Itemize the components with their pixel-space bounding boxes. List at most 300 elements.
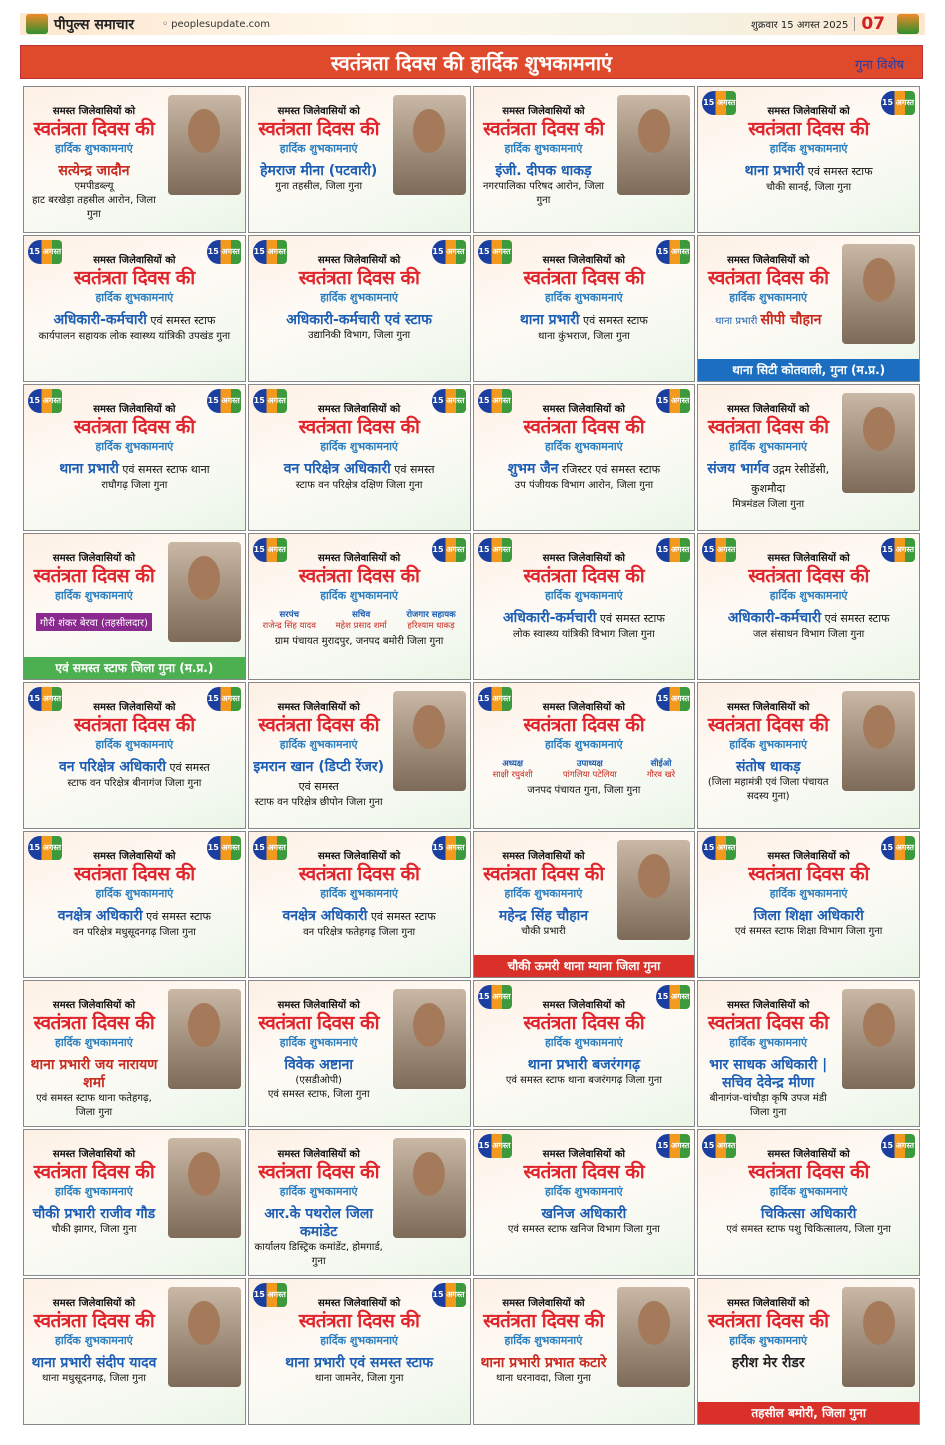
detail-line: थाना कुंभराज, जिला गुना [537, 331, 630, 342]
ad-text [702, 1146, 915, 1237]
person-photo [617, 1287, 690, 1387]
wishes-text: हार्दिक शुभकामनाएं [544, 738, 623, 751]
independence-day-logo-icon: 15 अगस्त [478, 240, 512, 264]
wishes-text: हार्दिक शुभकामनाएं [279, 1036, 358, 1049]
headline: स्वतंत्रता दिवस की [523, 714, 645, 736]
wishes-text: हार्दिक शुभकामनाएं [729, 440, 808, 453]
wishes-text: हार्दिक शुभकामनाएं [55, 1036, 133, 1049]
ad-text [478, 997, 691, 1088]
greeting-ad-card [248, 1278, 471, 1425]
headline: स्वतंत्रता दिवस की [74, 267, 195, 289]
name-suffix: रजिस्टर एवं समस्त स्टाफ [558, 463, 661, 476]
independence-day-logo-icon: 15 अगस्त [881, 1134, 915, 1158]
name-suffix: एवं समस्त स्टाफ थाना [118, 463, 210, 476]
officials-list [478, 758, 691, 780]
detail-line: कार्यपालन सहायक लोक स्वास्थ्य यांत्रिकी उपखंड गुना [38, 331, 231, 342]
ad-text [478, 1146, 691, 1237]
headline: स्वतंत्रता दिवस की [74, 714, 195, 736]
name-text: थाना प्रभारी प्रभात कटारे [480, 1355, 607, 1371]
name-band: गौरी शंकर बेरवा (तहसीलदार) [36, 613, 152, 631]
section-title: स्वतंत्रता दिवस की हार्दिक शुभकामनाएं [330, 50, 613, 75]
masthead [20, 13, 925, 35]
headline: स्वतंत्रता दिवस की [748, 863, 869, 885]
ad-text [253, 848, 466, 940]
name-text: अधिकारी-कर्मचारी एवं स्टाफ [286, 312, 432, 328]
greeting-text: समस्त जिलेवासियों को [767, 553, 850, 564]
official-role: रोजगार सहायक [406, 610, 456, 620]
person-name [478, 609, 691, 628]
ad-text [478, 550, 691, 642]
name-text: वनक्षेत्र अधिकारी [282, 908, 368, 924]
person-photo [393, 691, 466, 791]
ad-text [28, 252, 241, 344]
footer-band: थाना सिटी कोतवाली, गुना (म.प्र.) [698, 359, 919, 381]
wishes-text: हार्दिक शुभकामनाएं [504, 142, 583, 155]
greeting-text: समस्त जिलेवासियों को [542, 1000, 625, 1011]
independence-day-logo-icon: 15 अगस्त [432, 240, 466, 264]
independence-day-logo-icon: 15 अगस्त [432, 538, 466, 562]
greeting-text: समस्त जिलेवासियों को [542, 255, 625, 266]
name-text: संजय भार्गव [707, 461, 770, 477]
greeting-text: समस्त जिलेवासियों को [52, 553, 136, 564]
independence-day-logo-icon: 15 अगस्त [656, 985, 690, 1009]
person-name [702, 1205, 915, 1223]
greeting-text: समस्त जिलेवासियों को [727, 255, 810, 266]
ad-text [28, 1146, 160, 1237]
greeting-ad-card [473, 682, 696, 829]
wishes-text: हार्दिक शुभकामनाएं [95, 738, 174, 751]
wishes-text: हार्दिक शुभकामनाएं [279, 1185, 358, 1198]
person-photo [617, 95, 690, 195]
independence-day-logo-icon: 15 अगस्त [207, 389, 241, 413]
wishes-text: हार्दिक शुभकामनाएं [544, 1185, 623, 1198]
independence-day-logo-icon: 15 अगस्त [28, 389, 62, 413]
newspaper-name: पीपुल्स समाचार [54, 16, 135, 33]
headline: स्वतंत्रता दिवस की [298, 863, 420, 885]
independence-day-logo-icon: 15 अगस्त [478, 389, 512, 413]
person-name [478, 311, 691, 330]
official-role: सीईओ [650, 759, 672, 769]
official-role: अध्यक्ष [502, 759, 523, 769]
ad-text [253, 1146, 385, 1269]
greeting-ad-card [473, 1278, 696, 1425]
greeting-ad-card [23, 831, 246, 978]
headline: स्वतंत्रता दिवस की [483, 863, 604, 885]
greeting-ad-card [248, 980, 471, 1127]
official [406, 609, 455, 631]
greeting-text: समस्त जिलेवासियों को [93, 851, 176, 862]
issue-date: शुक्रवार 15 अगस्त 2025 [751, 17, 855, 31]
independence-day-logo-icon: 15 अगस्त [702, 836, 736, 860]
wishes-text: हार्दिक शुभकामनाएं [320, 887, 399, 900]
name-text: थाना प्रभारी [519, 312, 580, 328]
name-text: थाना प्रभारी जय नारायण शर्मा [30, 1057, 158, 1091]
independence-day-logo-icon: 15 अगस्त [881, 538, 915, 562]
person-photo [842, 1287, 915, 1387]
name-text: थाना प्रभारी संदीप यादव [31, 1355, 157, 1371]
name-suffix: एवं समस्त स्टाफ [579, 314, 648, 327]
person-photo [168, 542, 241, 642]
person-photo [168, 95, 241, 195]
ad-text [253, 997, 385, 1102]
ad-text [253, 252, 466, 343]
headline: स्वतंत्रता दिवस की [258, 714, 380, 736]
headline: स्वतंत्रता दिवस की [483, 1310, 604, 1332]
independence-day-logo-icon: 15 अगस्त [28, 836, 62, 860]
detail-line: थाना जामनेर, जिला गुना [314, 1373, 404, 1384]
name-text: अधिकारी-कर्मचारी [53, 312, 147, 328]
ad-text [702, 252, 834, 331]
headline: स्वतंत्रता दिवस की [523, 565, 645, 587]
name-text: हरीश मेर रीडर [731, 1355, 805, 1371]
person-name [702, 311, 834, 331]
detail-line: ग्राम पंचायत मुरादपुर, जनपद बमोरी जिला गुना [274, 636, 444, 647]
name-text: महेन्द्र सिंह चौहान [498, 908, 589, 924]
greeting-text: समस्त जिलेवासियों को [318, 1298, 401, 1309]
official-role: सरपंच [279, 610, 299, 620]
name-suffix: एवं समस्त स्टाफ [146, 314, 216, 327]
independence-day-logo-icon: 15 अगस्त [881, 91, 915, 115]
ad-text [28, 550, 160, 631]
greeting-text: समस्त जिलेवासियों को [727, 1298, 810, 1309]
independence-day-logo-icon: 15 अगस्त [28, 240, 62, 264]
independence-day-logo-icon: 15 अगस्त [656, 389, 690, 413]
emblem-icon [897, 14, 919, 34]
independence-day-logo-icon: 15 अगस्त [702, 91, 736, 115]
greeting-ad-card [697, 980, 920, 1127]
name-suffix: एवं समस्त स्टाफ [804, 165, 873, 178]
name-text: थाना प्रभारी बजरंगगढ़ [527, 1057, 640, 1073]
detail-line: एवं समस्त स्टाफ पशु चिकित्सालय, जिला गुना [726, 1224, 891, 1235]
headline: स्वतंत्रता दिवस की [258, 1012, 380, 1034]
name-suffix: एवं समस्त [298, 780, 339, 793]
headline: स्वतंत्रता दिवस की [707, 267, 829, 289]
headline: स्वतंत्रता दिवस की [33, 118, 155, 140]
greeting-text: समस्त जिलेवासियों को [727, 702, 810, 713]
headline: स्वतंत्रता दिवस की [33, 565, 155, 587]
person-name [478, 162, 610, 180]
name-suffix: एवं समस्त [390, 463, 435, 476]
wishes-text: हार्दिक शुभकामनाएं [729, 291, 808, 304]
detail-line: मित्रमंडल जिला गुना [732, 499, 805, 510]
greeting-ad-card [473, 533, 696, 680]
official [563, 758, 617, 780]
person-name [253, 1205, 385, 1241]
headline: स्वतंत्रता दिवस की [298, 565, 420, 587]
wishes-text: हार्दिक शुभकामनाएं [504, 887, 583, 900]
name-suffix: उद्गम रेसीडेंसी, कुशमौदा [751, 463, 830, 495]
ad-text [702, 401, 834, 512]
name-text: इमरान खान (डिप्टी रेंजर) [253, 759, 385, 775]
name-suffix: एवं समस्त स्टाफ [821, 612, 890, 625]
greeting-text: समस्त जिलेवासियों को [93, 404, 176, 415]
greeting-ad-card [23, 1129, 246, 1276]
person-name [478, 1205, 691, 1223]
wishes-text: हार्दिक शुभकामनाएं [769, 1185, 848, 1198]
greeting-text: समस्त जिलेवासियों को [93, 255, 176, 266]
greeting-ad-card [248, 682, 471, 829]
greeting-ad-card [248, 384, 471, 531]
headline: स्वतंत्रता दिवस की [748, 565, 869, 587]
ad-text [702, 1295, 834, 1372]
footer-band: तहसील बमोरी, जिला गुना [698, 1402, 919, 1424]
headline: स्वतंत्रता दिवस की [74, 416, 195, 438]
greeting-ad-card [697, 384, 920, 531]
name-text: विवेक अष्टाना [284, 1057, 354, 1073]
wishes-text: हार्दिक शुभकामनाएं [544, 291, 623, 304]
wishes-text: हार्दिक शुभकामनाएं [95, 291, 174, 304]
person-photo [842, 989, 915, 1089]
detail-line: एवं समस्त स्टाफ थाना फतेहगढ़, जिला गुना [36, 1093, 152, 1118]
headline: स्वतंत्रता दिवस की [523, 1161, 645, 1183]
name-text: संतोष धाकड़ [735, 759, 801, 775]
greeting-ad-card [473, 831, 696, 978]
ad-text [702, 550, 915, 642]
person-name [28, 1354, 160, 1372]
official-role: सचिव [352, 610, 371, 620]
detail-line: नगरपालिका परिषद आरोन, जिला गुना [482, 181, 605, 206]
detail-line: थाना धरनावदा, जिला गुना [496, 1373, 591, 1384]
detail-line: एवं समस्त स्टाफ खनिज विभाग जिला गुना [507, 1224, 660, 1235]
greeting-text: समस्त जिलेवासियों को [52, 1298, 136, 1309]
name-text: अधिकारी-कर्मचारी [727, 610, 822, 626]
independence-day-logo-icon: 15 अगस्त [478, 538, 512, 562]
greeting-text: समस्त जिलेवासियों को [542, 553, 625, 564]
person-name [28, 758, 241, 777]
headline: स्वतंत्रता दिवस की [258, 118, 380, 140]
greeting-text: समस्त जिलेवासियों को [277, 1149, 360, 1160]
wishes-text: हार्दिक शुभकामनाएं [504, 1334, 583, 1347]
section-tag: गुना विशेष [855, 58, 904, 73]
wishes-text: हार्दिक शुभकामनाएं [320, 291, 399, 304]
person-photo [842, 244, 915, 344]
wishes-text: हार्दिक शुभकामनाएं [95, 887, 174, 900]
greeting-ad-card [248, 831, 471, 978]
ad-text [478, 103, 610, 208]
official-name: पांगलिया पटेलिया [562, 770, 617, 780]
wishes-text: हार्दिक शुभकामनाएं [279, 738, 358, 751]
ad-text [28, 699, 241, 791]
independence-day-logo-icon: 15 अगस्त [432, 1283, 466, 1307]
independence-day-logo-icon: 15 अगस्त [207, 687, 241, 711]
person-name [702, 460, 834, 498]
name-text: आर.के पथरोल जिला कमांडेट [264, 1206, 374, 1240]
headline: स्वतंत्रता दिवस की [298, 416, 420, 438]
person-name [478, 907, 610, 925]
independence-day-logo-icon: 15 अगस्त [881, 836, 915, 860]
detail-line: वन परिक्षेत्र फतेहगढ़ जिला गुना [303, 927, 416, 938]
name-text: थाना प्रभारी [59, 461, 119, 477]
person-photo [168, 1287, 241, 1387]
headline: स्वतंत्रता दिवस की [523, 1012, 645, 1034]
greeting-text: समस्त जिलेवासियों को [52, 1000, 136, 1011]
independence-day-logo-icon: 15 अगस्त [28, 687, 62, 711]
greeting-ad-card [23, 682, 246, 829]
greeting-text: समस्त जिलेवासियों को [52, 1149, 136, 1160]
detail-line: उप पंजीयक विभाग आरोन, जिला गुना [514, 480, 654, 491]
detail-line: एवं समस्त स्टाफ थाना बजरंगगढ़ जिला गुना [505, 1075, 662, 1086]
name-text: वन परिक्षेत्र अधिकारी [58, 759, 167, 775]
greeting-ad-card [248, 235, 471, 382]
independence-day-logo-icon: 15 अगस्त [656, 240, 690, 264]
wishes-text: हार्दिक शुभकामनाएं [55, 1185, 133, 1198]
independence-day-logo-icon: 15 अगस्त [253, 240, 287, 264]
ad-text [28, 997, 160, 1120]
headline: स्वतंत्रता दिवस की [74, 863, 195, 885]
independence-day-logo-icon: 15 अगस्त [656, 687, 690, 711]
headline: स्वतंत्रता दिवस की [33, 1310, 155, 1332]
wishes-text: हार्दिक शुभकामनाएं [729, 1334, 808, 1347]
headline: स्वतंत्रता दिवस की [748, 118, 869, 140]
headline: स्वतंत्रता दिवस की [258, 1161, 380, 1183]
official-name: गौरव खरे [646, 770, 676, 780]
detail-line: स्टाफ वन परिक्षेत्र छीपोन जिला गुना [254, 797, 383, 808]
wishes-text: हार्दिक शुभकामनाएं [55, 1334, 133, 1347]
person-photo [393, 1138, 466, 1238]
greeting-ad-card [23, 86, 246, 233]
official [493, 758, 533, 780]
detail-line: एवं समस्त स्टाफ, जिला गुना [267, 1089, 370, 1100]
ad-text [253, 1295, 466, 1386]
headline: स्वतंत्रता दिवस की [707, 1310, 829, 1332]
detail-line: थाना मधुसूदनगढ़, जिला गुना [41, 1373, 146, 1384]
wishes-text: हार्दिक शुभकामनाएं [769, 589, 848, 602]
person-photo [168, 1138, 241, 1238]
greeting-ad-card [473, 980, 696, 1127]
greeting-text: समस्त जिलेवासियों को [93, 702, 176, 713]
detail-line: चौकी प्रभारी [521, 926, 566, 937]
person-name [702, 1354, 834, 1372]
detail-line: वन परिक्षेत्र मधुसूदनगढ़ जिला गुना [72, 927, 196, 938]
greeting-ad-card [473, 86, 696, 233]
detail-line: गुना तहसील, जिला गुना [275, 181, 363, 192]
person-name [28, 907, 241, 926]
greeting-ad-card [473, 1129, 696, 1276]
name-text: चिकित्सा अधिकारी [760, 1206, 857, 1222]
name-text: खनिज अधिकारी [541, 1206, 627, 1222]
greeting-text: समस्त जिलेवासियों को [318, 255, 401, 266]
greeting-text: समस्त जिलेवासियों को [277, 1000, 360, 1011]
greeting-ad-card [23, 980, 246, 1127]
person-name [702, 162, 915, 181]
independence-day-logo-icon: 15 अगस्त [253, 836, 287, 860]
name-text: भार साधक अधिकारी | सचिव देवेन्द्र मीणा [709, 1057, 828, 1091]
person-name [253, 1354, 466, 1372]
ad-text [253, 401, 466, 493]
official-role: उपाध्यक्ष [576, 759, 603, 769]
headline: स्वतंत्रता दिवस की [707, 714, 829, 736]
person-photo [168, 989, 241, 1089]
detail-line: चौकी सानई, जिला गुना [766, 182, 852, 193]
detail-line: एमपीडब्ल्यू [74, 181, 114, 192]
greeting-text: समस्त जिलेवासियों को [727, 404, 810, 415]
name-prefix: थाना प्रभारी [715, 316, 761, 327]
greeting-text: समस्त जिलेवासियों को [767, 1149, 850, 1160]
person-photo [842, 691, 915, 791]
greeting-ad-card [697, 831, 920, 978]
person-name [253, 162, 385, 180]
greeting-ad-card [23, 533, 246, 680]
ad-text [253, 550, 466, 649]
detail-line: (एसडीओपी) [295, 1075, 342, 1086]
person-name [28, 1205, 160, 1223]
independence-day-logo-icon: 15 अगस्त [478, 687, 512, 711]
official-name: महेश प्रसाद शर्मा [335, 621, 387, 631]
ad-text [28, 401, 241, 493]
official-name: राजेन्द्र सिंह यादव [262, 621, 316, 631]
independence-day-logo-icon: 15 अगस्त [432, 836, 466, 860]
name-text: चौकी प्रभारी राजीव गौड [32, 1206, 156, 1222]
person-name [253, 1056, 385, 1074]
wishes-text: हार्दिक शुभकामनाएं [544, 589, 623, 602]
greeting-ad-card [697, 235, 920, 382]
name-suffix: एवं समस्त स्टाफ [142, 910, 211, 923]
greeting-ad-card [23, 384, 246, 531]
independence-day-logo-icon: 15 अगस्त [207, 836, 241, 860]
greeting-text: समस्त जिलेवासियों को [277, 106, 360, 117]
wishes-text: हार्दिक शुभकामनाएं [769, 142, 848, 155]
official [647, 758, 675, 780]
detail-line: (जिला महामंत्री एवं जिला पंचायत सदस्य गुना) [707, 777, 829, 802]
person-photo [393, 95, 466, 195]
person-name [253, 907, 466, 926]
wishes-text: हार्दिक शुभकामनाएं [729, 738, 808, 751]
headline: स्वतंत्रता दिवस की [33, 1012, 155, 1034]
detail-line: एवं समस्त स्टाफ शिक्षा विभाग जिला गुना [734, 926, 883, 937]
wishes-text: हार्दिक शुभकामनाएं [95, 440, 174, 453]
greeting-text: समस्त जिलेवासियों को [542, 1149, 625, 1160]
name-text: अधिकारी-कर्मचारी [502, 610, 597, 626]
ad-text [478, 401, 691, 493]
greeting-ad-card [697, 533, 920, 680]
person-name [28, 162, 160, 180]
person-photo [617, 840, 690, 940]
name-text: वन परिक्षेत्र अधिकारी [283, 461, 391, 477]
person-name [702, 907, 915, 925]
headline: स्वतंत्रता दिवस की [33, 1161, 155, 1183]
person-name [478, 460, 691, 479]
greeting-text: समस्त जिलेवासियों को [542, 702, 625, 713]
headline: स्वतंत्रता दिवस की [707, 416, 829, 438]
independence-day-logo-icon: 15 अगस्त [253, 538, 287, 562]
person-name [253, 460, 466, 479]
emblem-icon [26, 14, 48, 34]
ad-text [702, 997, 834, 1120]
headline: स्वतंत्रता दिवस की [748, 1161, 869, 1183]
wishes-text: हार्दिक शुभकामनाएं [729, 1036, 808, 1049]
wishes-text: हार्दिक शुभकामनाएं [55, 142, 133, 155]
ad-text [702, 848, 915, 939]
person-photo [842, 393, 915, 493]
greeting-text: समस्त जिलेवासियों को [502, 106, 585, 117]
name-text: थाना प्रभारी एवं समस्त स्टाफ [285, 1355, 434, 1371]
person-name [478, 1354, 610, 1372]
ad-text [478, 699, 691, 798]
name-text: वनक्षेत्र अधिकारी [57, 908, 143, 924]
wishes-text: हार्दिक शुभकामनाएं [55, 589, 133, 602]
website-link[interactable]: ◦ peoplesupdate.com [162, 18, 271, 30]
name-text: इंजी. दीपक धाकड़ [495, 163, 592, 179]
independence-day-logo-icon: 15 अगस्त [478, 1134, 512, 1158]
person-name [253, 311, 466, 329]
greeting-text: समस्त जिलेवासियों को [502, 851, 585, 862]
detail-line: स्टाफ वन परिक्षेत्र बीनागंज जिला गुना [67, 778, 202, 789]
headline: स्वतंत्रता दिवस की [483, 118, 604, 140]
ad-text [28, 848, 241, 940]
independence-day-logo-icon: 15 अगस्त [253, 1283, 287, 1307]
ad-text [702, 103, 915, 195]
independence-day-logo-icon: 15 अगस्त [478, 985, 512, 1009]
